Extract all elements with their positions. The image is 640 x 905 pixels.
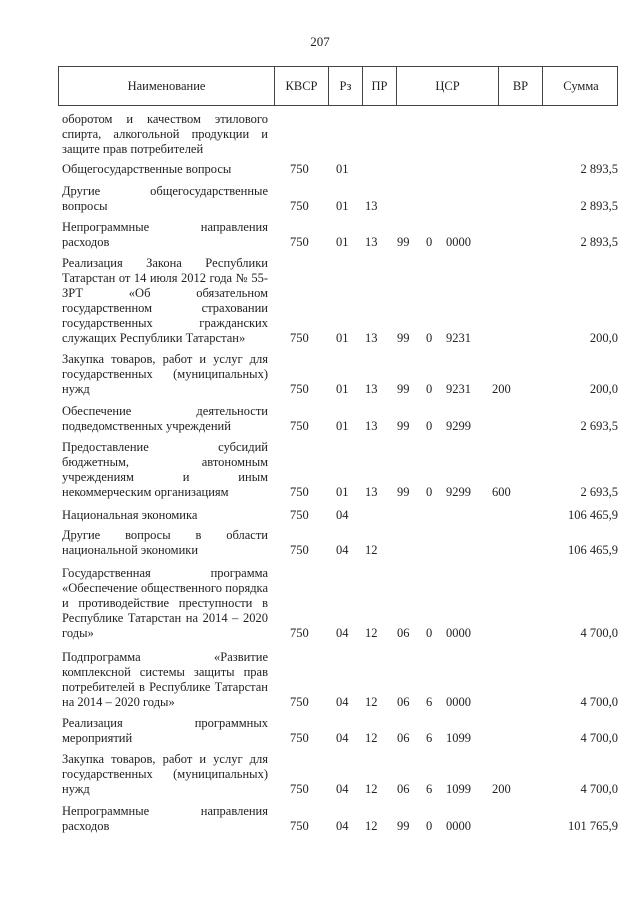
row-pr: 13 [365,419,378,433]
row-csr-subprogram: 0 [426,382,433,396]
row-csr-direction: 1099 [446,782,471,796]
table-row [58,712,618,748]
row-csr-program: 99 [397,485,410,499]
row-rz: 01 [336,199,349,213]
row-name: Предоставление субсидий бюджетным, автономным учреждениям и иным некоммерческим организациям [62,440,268,499]
row-pr: 12 [365,626,378,640]
table-row [58,180,618,216]
table-header [58,66,618,106]
row-name: Другие вопросы в области национальной экономики [62,528,268,557]
row-kvsr: 750 [290,382,309,396]
row-kvsr: 750 [290,485,309,499]
header-name: Наименование [59,67,275,105]
row-sum: 2 893,5 [580,162,618,176]
row-csr-subprogram: 0 [426,419,433,433]
row-name: Непрограммные направления расходов [62,804,268,833]
row-name: Общегосударственные вопросы [62,162,232,176]
row-csr-subprogram: 0 [426,485,433,499]
row-csr-program: 99 [397,382,410,396]
row-vr: 200 [492,782,511,796]
row-rz: 04 [336,508,349,522]
row-csr-program: 99 [397,419,410,433]
row-sum: 4 700,0 [580,782,618,796]
row-sum: 2 893,5 [580,199,618,213]
row-pr: 13 [365,382,378,396]
row-csr-subprogram: 6 [426,695,433,709]
row-csr-direction: 9231 [446,331,471,345]
row-kvsr: 750 [290,235,309,249]
row-rz: 04 [336,695,349,709]
row-rz: 04 [336,626,349,640]
row-csr-subprogram: 0 [426,235,433,249]
row-csr-direction: 9299 [446,419,471,433]
row-kvsr: 750 [290,626,309,640]
row-name: Реализация программных мероприятий [62,716,268,745]
table-body [58,108,618,834]
row-rz: 04 [336,731,349,745]
row-pr: 12 [365,782,378,796]
table-row [58,108,618,158]
row-csr-direction: 0000 [446,626,471,640]
row-csr-program: 06 [397,695,410,709]
header-sum: Сумма [563,78,599,93]
row-rz: 01 [336,162,349,176]
header-pr: ПР [363,67,397,105]
row-sum: 4 700,0 [580,695,618,709]
row-csr-direction: 9299 [446,485,471,499]
row-pr: 12 [365,695,378,709]
row-sum: 4 700,0 [580,626,618,640]
table-row [58,504,618,524]
row-rz: 04 [336,819,349,833]
row-kvsr: 750 [290,331,309,345]
table-row [58,748,618,800]
row-pr: 13 [365,331,378,345]
table-row [58,562,618,646]
row-sum: 101 765,9 [568,819,618,833]
row-rz: 01 [336,419,349,433]
row-csr-subprogram: 0 [426,626,433,640]
row-csr-program: 06 [397,731,410,745]
row-name: Закупка товаров, работ и услуг для государственных (муниципальных) нужд [62,752,268,796]
row-rz: 04 [336,782,349,796]
row-sum: 4 700,0 [580,731,618,745]
row-csr-direction: 0000 [446,819,471,833]
row-csr-subprogram: 6 [426,782,433,796]
row-csr-direction: 9231 [446,382,471,396]
row-kvsr: 750 [290,543,309,557]
row-csr-subprogram: 0 [426,331,433,345]
row-rz: 01 [336,485,349,499]
table-row [58,800,618,834]
row-name: оборотом и качеством этилового спирта, алкогольной продукции и защите прав потребителей [62,112,268,156]
table-row [58,216,618,252]
table-row [58,436,618,504]
row-kvsr: 750 [290,819,309,833]
row-pr: 13 [365,199,378,213]
row-rz: 04 [336,543,349,557]
header-kvsr: КВСР [275,67,329,105]
row-kvsr: 750 [290,508,309,522]
row-name: Подпрограмма «Развитие комплексной системы защиты прав потребителей в Республике Татарстан на 2014 – 2020 годы» [62,650,268,709]
row-csr-direction: 0000 [446,235,471,249]
page-number: 207 [310,34,330,49]
row-sum: 200,0 [589,382,618,396]
row-csr-program: 99 [397,819,410,833]
row-vr: 200 [492,382,511,396]
table-row [58,524,618,562]
row-sum: 200,0 [589,331,618,345]
row-name: Государственная программа «Обеспечение общественного порядка и противодействие преступности в Республике Татарстан на 2014 – 2020 годы» [62,566,268,640]
header-vr: ВР [499,67,543,105]
row-rz: 01 [336,382,349,396]
row-pr: 12 [365,819,378,833]
row-rz: 01 [336,331,349,345]
row-sum: 2 693,5 [580,419,618,433]
header-csr: ЦСР [397,67,499,105]
budget-table [58,66,618,834]
row-csr-direction: 0000 [446,695,471,709]
row-kvsr: 750 [290,782,309,796]
row-sum: 106 465,9 [568,508,618,522]
row-pr: 12 [365,543,378,557]
row-csr-subprogram: 0 [426,819,433,833]
row-csr-program: 99 [397,235,410,249]
row-kvsr: 750 [290,695,309,709]
row-rz: 01 [336,235,349,249]
row-sum: 2 893,5 [580,235,618,249]
table-row [58,400,618,436]
row-csr-program: 06 [397,782,410,796]
row-kvsr: 750 [290,731,309,745]
row-csr-program: 06 [397,626,410,640]
header-rz: Рз [329,67,363,105]
row-kvsr: 750 [290,162,309,176]
row-csr-subprogram: 6 [426,731,433,745]
row-name: Закупка товаров, работ и услуг для государственных (муниципальных) нужд [62,352,268,396]
row-sum: 106 465,9 [568,543,618,557]
row-csr-direction: 1099 [446,731,471,745]
row-pr: 12 [365,731,378,745]
row-name: Обеспечение деятельности подведомственных учреждений [62,404,268,433]
table-row [58,252,618,348]
table-row [58,158,618,180]
row-kvsr: 750 [290,199,309,213]
table-row [58,646,618,712]
row-vr: 600 [492,485,511,499]
row-pr: 13 [365,485,378,499]
table-row [58,348,618,400]
row-name: Непрограммные направления расходов [62,220,268,249]
row-name: Другие общегосударственные вопросы [62,184,268,213]
row-name: Реализация Закона Республики Татарстан от 14 июля 2012 года № 55-ЗРТ «Об обязательном государственном страховании государственных гражданских служащих Республики Татарстан» [62,256,268,345]
row-csr-program: 99 [397,331,410,345]
row-pr: 13 [365,235,378,249]
row-kvsr: 750 [290,419,309,433]
row-name: Национальная экономика [62,508,198,522]
row-sum: 2 693,5 [580,485,618,499]
